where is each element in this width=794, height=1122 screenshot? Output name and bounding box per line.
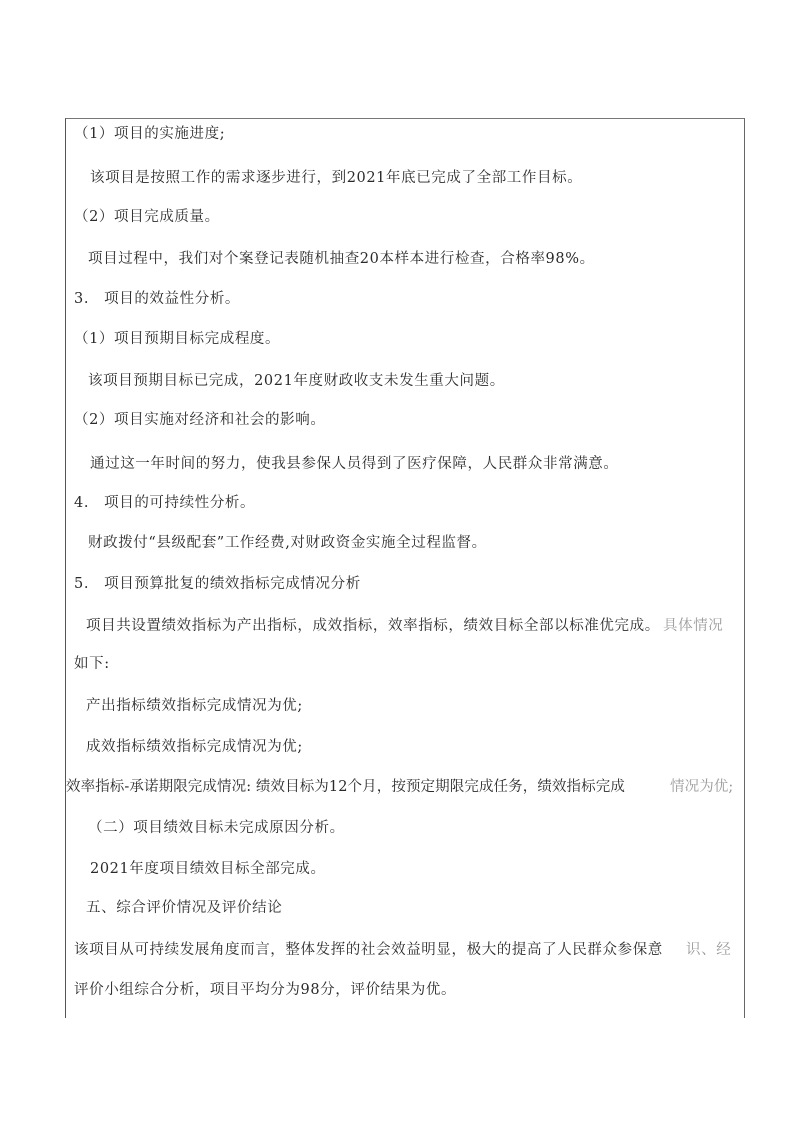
sustainability-text: 财政拨付“县级配套”工作经费,对财政资金实施全过程监督。 [88, 535, 487, 551]
indicator-summary-overflow: 具体情况 [663, 618, 724, 634]
evaluation-text: 该项目从可持续发展角度而言，整体发挥的社会效益明显，极大的提高了人民群众参保意 [74, 942, 663, 958]
item-impact-text: 通过这一年时间的努力，使我县参保人员得到了医疗保障，人民群众非常满意。 [90, 456, 619, 472]
item-impact-heading: （2）项目实施对经济和社会的影响。 [74, 412, 326, 428]
section-3-heading: 3. 项目的效益性分析。 [74, 291, 241, 307]
unfinished-reason-text: 2021年度项目绩效目标全部完成。 [90, 861, 326, 877]
as-follows-text: 如下: [74, 656, 110, 672]
indicator-summary-text: 项目共设置绩效指标为产出指标，成效指标，效率指标，绩效目标全部以标准优完成。 [86, 618, 660, 634]
unfinished-reason-heading: （二）项目绩效目标未完成原因分析。 [88, 820, 345, 836]
item-expected-goal-heading: （1）项目预期目标完成程度。 [74, 331, 281, 347]
efficiency-indicator-text: 效率指标-承诺期限完成情况: 绩效目标为12个月，按预定期限完成任务，绩效指标完成 [66, 779, 625, 795]
item-progress-heading: （1）项目的实施进度; [74, 126, 226, 142]
efficiency-indicator-overflow: 情况为优; [670, 779, 734, 795]
item-quality-heading: （2）项目完成质量。 [74, 209, 220, 225]
effect-indicator-text: 成效指标绩效指标完成情况为优; [86, 739, 303, 755]
evaluation-result-text: 评价小组综合分析，项目平均分为98分，评价结果为优。 [74, 982, 457, 998]
item-progress-text: 该项目是按照工作的需求逐步进行，到2021年底已完成了全部工作目标。 [90, 170, 583, 186]
section-4-heading: 4. 项目的可持续性分析。 [74, 495, 256, 511]
item-expected-goal-text: 该项目预期目标已完成，2021年度财政收支未发生重大问题。 [88, 373, 505, 389]
section-5-heading: 5. 项目预算批复的绩效指标完成情况分析 [74, 576, 361, 592]
output-indicator-text: 产出指标绩效指标完成情况为优; [86, 698, 303, 714]
evaluation-overflow: 识、经 [686, 942, 732, 958]
item-quality-text: 项目过程中，我们对个案登记表随机抽查20本样本进行检查，合格率98%。 [88, 251, 595, 267]
section-five-heading: 五、综合评价情况及评价结论 [86, 900, 283, 916]
